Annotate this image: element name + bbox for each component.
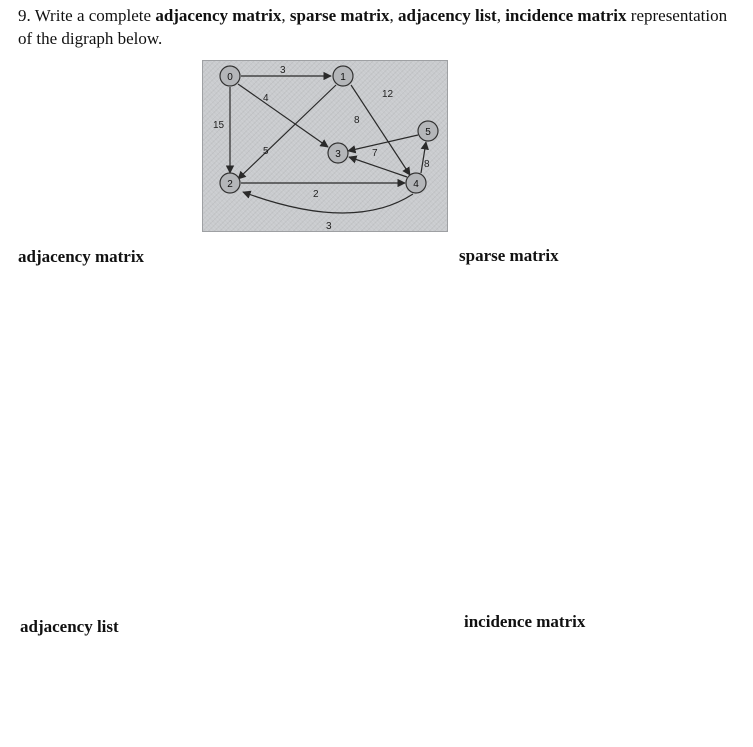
adjacency-list-heading: adjacency list	[20, 617, 119, 636]
weight-5-3: 8	[354, 115, 360, 126]
node-4-label: 4	[413, 179, 419, 190]
edge-5-3	[348, 135, 418, 151]
node-2	[220, 173, 240, 193]
node-0-label: 0	[227, 72, 233, 83]
weight-0-1: 3	[280, 65, 286, 76]
sparse-matrix-heading: sparse matrix	[459, 246, 559, 265]
edge-4-3	[349, 157, 407, 177]
node-3-label: 3	[335, 149, 341, 160]
question-separator: ,	[496, 6, 506, 25]
node-1	[333, 66, 353, 86]
node-0	[220, 66, 240, 86]
node-5-label: 5	[425, 127, 431, 138]
incidence-matrix-heading: incidence matrix	[464, 612, 586, 631]
edge-0-3	[238, 84, 328, 147]
question-text	[18, 4, 738, 50]
question-separator: ,	[389, 6, 398, 25]
weight-0-3: 4	[263, 93, 269, 104]
term-adjacency-list: adjacency list	[398, 6, 497, 25]
weight-4-3: 7	[372, 148, 378, 159]
weight-1-4: 12	[382, 89, 394, 100]
adjacency-matrix-heading: adjacency matrix	[18, 247, 145, 266]
weight-2-4: 2	[313, 189, 319, 200]
edge-1-2	[238, 85, 336, 179]
weight-4-5: 8	[424, 159, 430, 170]
node-5	[418, 121, 438, 141]
node-2-label: 2	[227, 179, 233, 190]
node-4	[406, 173, 426, 193]
question-prefix: 9. Write a complete	[18, 6, 156, 25]
question-suffix: representation of the digraph below.	[18, 6, 728, 48]
edge-1-4	[351, 85, 410, 175]
edge-4-2	[243, 192, 413, 213]
weight-0-2: 15	[213, 120, 225, 131]
weight-1-2: 5	[263, 146, 269, 157]
term-incidence-matrix: incidence matrix	[505, 6, 627, 25]
term-sparse-matrix: sparse matrix	[289, 6, 390, 25]
question-separator: ,	[281, 6, 290, 25]
digraph-figure	[202, 60, 448, 232]
term-adjacency-matrix: adjacency matrix	[155, 6, 282, 25]
digraph-svg	[203, 61, 449, 233]
weight-4-2: 3	[326, 221, 332, 232]
node-1-label: 1	[340, 72, 346, 83]
node-3	[328, 143, 348, 163]
